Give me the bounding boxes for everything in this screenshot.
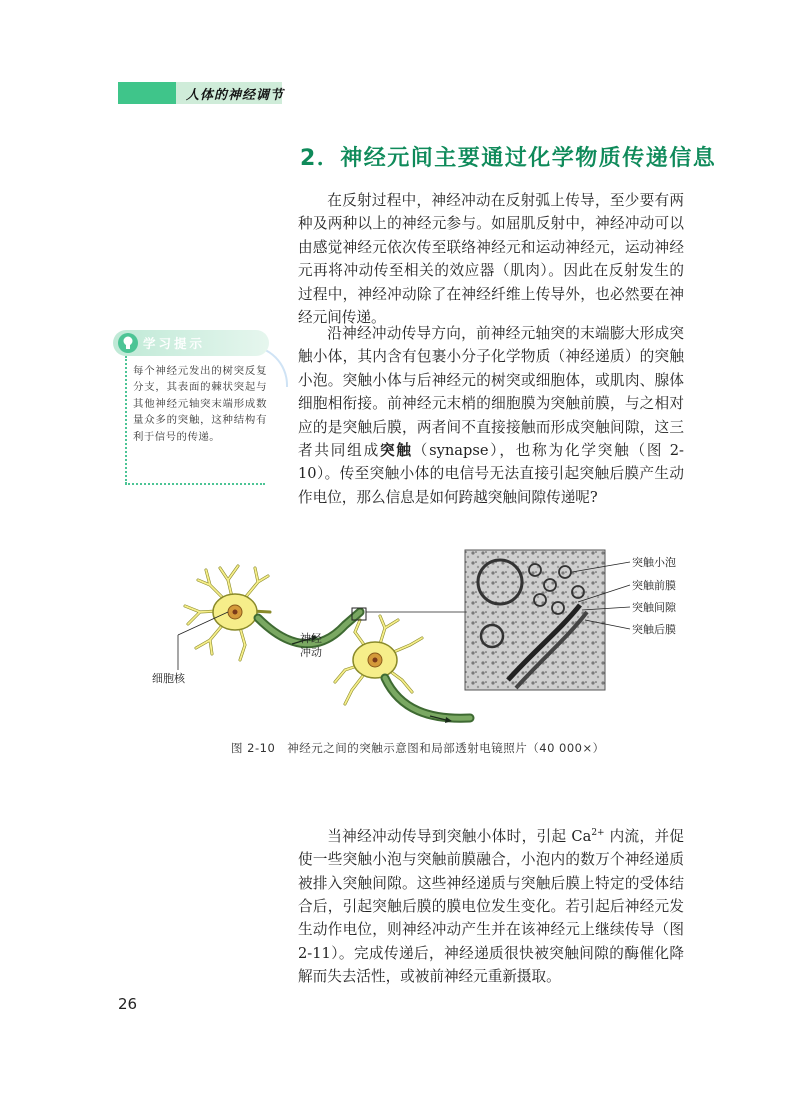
tip-dotted-border (125, 356, 128, 484)
paragraph-3 (298, 822, 684, 989)
tip-dotted-border-bottom (125, 483, 265, 486)
learning-tip-box (113, 330, 269, 492)
figure-caption: 图 2-10 神经元之间的突触示意图和局部透射电镜照片（40 000×） (231, 741, 605, 755)
paragraph-3-part-b: 内流，并促使一些突触小泡与突触前膜融合，小泡内的数万个神经递质被排入突触间隙。这些神经递质与突触后膜上特定的受体结合后，引起突触后膜的膜电位发生变化。若引起后神经元发生动作电位，则神经冲动产生并在该神经元上继续传导（图 2-11）。完成传递后，神经递质很快被突触间隙的酶催化降解而失去活性，或被前神经元重新摄取。 (298, 827, 684, 986)
chapter-header-title: 人体的神经调节 (186, 88, 285, 103)
label-impulse-line2: 冲动 (300, 646, 322, 659)
learning-tip-title: 学习提示 (143, 336, 206, 351)
lightbulb-icon (117, 332, 139, 354)
calcium-superscript: 2+ (591, 828, 605, 838)
paragraph-2-part-a: 沿神经冲动传导方向，前神经元轴突的末端膨大形成突触小体，其内含有包裹小分子化学物质（神经递质）的突触小泡。突触小体与后神经元的树突或细胞体，或肌肉、腺体细胞相衔接。前神经元末梢的细胞膜为突触前膜，与之相对应的是突触后膜，两者间不直接接触而形成突触间隙，这三者共同组成 (298, 325, 684, 460)
paragraph-3-text (298, 822, 684, 989)
label-postsynaptic-membrane: 突触后膜 (632, 623, 676, 636)
label-impulse-line1: 神经 (300, 632, 322, 645)
em-photo (465, 550, 605, 690)
page-number: 26 (118, 995, 138, 1013)
paragraph-1-text: 在反射过程中，神经冲动在反射弧上传导，至少要有两种及两种以上的神经元参与。如屈肌反射中，神经冲动可以由感觉神经元依次传至联络神经元和运动神经元，运动神经元再将冲动传至相关的效应器（肌肉）。因此在反射发生的过程中，神经冲动除了在神经纤维上传导外，也必然要在神经元间传递。 (298, 192, 684, 327)
label-synaptic-vesicle: 突触小泡 (632, 556, 676, 569)
learning-tip-text: 每个神经元发出的树突反复分支，其表面的棘状突起与其他神经元轴突末端形成数量众多的突触，这种结构有利于信号的传递。 (133, 365, 267, 443)
paragraph-2-part-b: （synapse），也称为化学突触（图 2-10）。传至突触小体的电信号无法直接引起突触后膜产生动作电位，那么信息是如何跨越突触间隙传递呢? (298, 442, 684, 506)
presynaptic-neuron (185, 566, 270, 660)
label-presynaptic-membrane: 突触前膜 (632, 579, 676, 592)
section-title: 2．神经元间主要通过化学物质传递信息 (300, 146, 717, 171)
term-synapse: 突触 (379, 442, 413, 460)
postsynaptic-neuron (335, 616, 422, 704)
chapter-header-accent (118, 82, 176, 104)
label-synaptic-cleft: 突触间隙 (632, 601, 676, 614)
label-cell-nucleus: 细胞核 (152, 672, 185, 685)
paragraph-2-text (298, 322, 684, 509)
paragraph-2 (298, 322, 684, 509)
synapse-figure (140, 540, 720, 730)
paragraph-3-part-a: 当神经冲动传导到突触小体时，引起 Ca (327, 827, 592, 845)
paragraph-1 (298, 189, 684, 329)
